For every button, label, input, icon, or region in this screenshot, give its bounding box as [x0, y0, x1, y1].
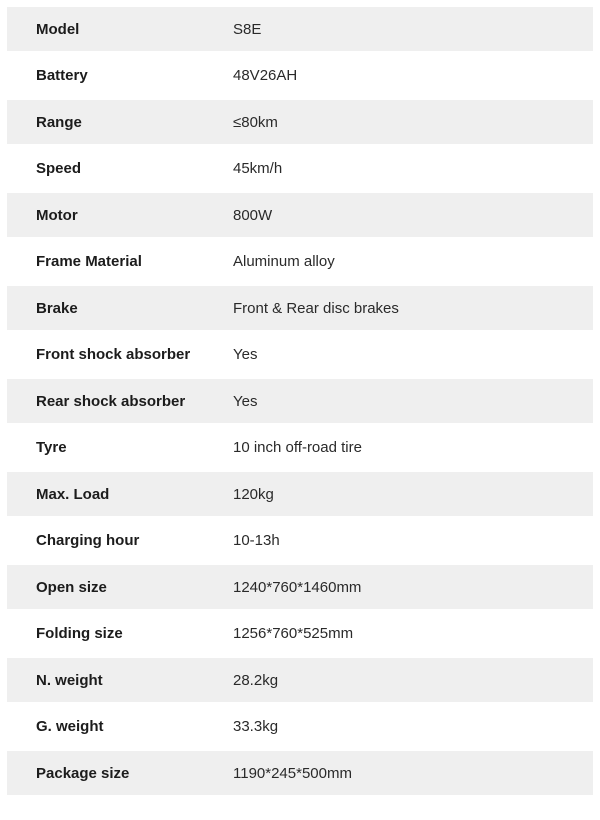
spec-label: Folding size: [36, 625, 123, 642]
spec-label: Model: [36, 20, 80, 38]
spec-value: 28.2kg: [233, 671, 279, 689]
spec-value: S8E: [233, 20, 262, 38]
spec-value: 45km/h: [233, 160, 283, 177]
spec-row-charging-hour: [7, 519, 593, 563]
spec-value: 48V26AH: [233, 67, 298, 84]
spec-value: Yes: [233, 346, 258, 363]
spec-value: 10 inch off-road tire: [233, 439, 362, 456]
spec-value: 1240*760*1460mm: [233, 578, 362, 596]
spec-label: G. weight: [36, 718, 104, 735]
spec-value: 120kg: [233, 485, 274, 503]
spec-label: Tyre: [36, 439, 67, 456]
spec-row-tyre: [7, 426, 593, 470]
spec-label: Battery: [36, 67, 88, 84]
spec-value: Front & Rear disc brakes: [233, 299, 399, 317]
spec-label: Charging hour: [36, 532, 140, 549]
spec-label: Package size: [36, 764, 130, 782]
spec-label: Motor: [36, 206, 78, 224]
spec-row-folding-size: [7, 612, 593, 656]
spec-row-range: [7, 100, 593, 144]
spec-label: Brake: [36, 299, 78, 317]
spec-row-model: [7, 7, 593, 51]
spec-value: 1256*760*525mm: [233, 625, 354, 642]
spec-label: Frame Material: [36, 253, 142, 270]
spec-row-front-shock-absorber: [7, 333, 593, 377]
spec-value: 800W: [233, 206, 273, 224]
spec-label: Rear shock absorber: [36, 392, 186, 410]
spec-row-frame-material: [7, 240, 593, 284]
spec-row-speed: [7, 147, 593, 191]
spec-label: Front shock absorber: [36, 346, 191, 363]
spec-label: Open size: [36, 578, 107, 596]
spec-row-motor: [7, 193, 593, 237]
spec-label: Max. Load: [36, 485, 110, 503]
spec-value: ≤80km: [233, 113, 278, 131]
spec-value: 33.3kg: [233, 718, 279, 735]
spec-row-net-weight: [7, 658, 593, 702]
spec-value: 1190*245*500mm: [233, 764, 352, 782]
spec-label: Speed: [36, 160, 82, 177]
spec-row-battery: [7, 54, 593, 98]
spec-row-gross-weight: [7, 705, 593, 749]
spec-row-open-size: [7, 565, 593, 609]
spec-row-brake: [7, 286, 593, 330]
spec-value: Aluminum alloy: [233, 253, 335, 270]
spec-row-max-load: [7, 472, 593, 516]
spec-row-package-size: [7, 751, 593, 795]
spec-label: Range: [36, 113, 82, 131]
spec-value: 10-13h: [233, 532, 280, 549]
spec-value: Yes: [233, 392, 258, 410]
spec-table: [7, 7, 593, 798]
spec-row-rear-shock-absorber: [7, 379, 593, 423]
spec-label: N. weight: [36, 671, 103, 689]
